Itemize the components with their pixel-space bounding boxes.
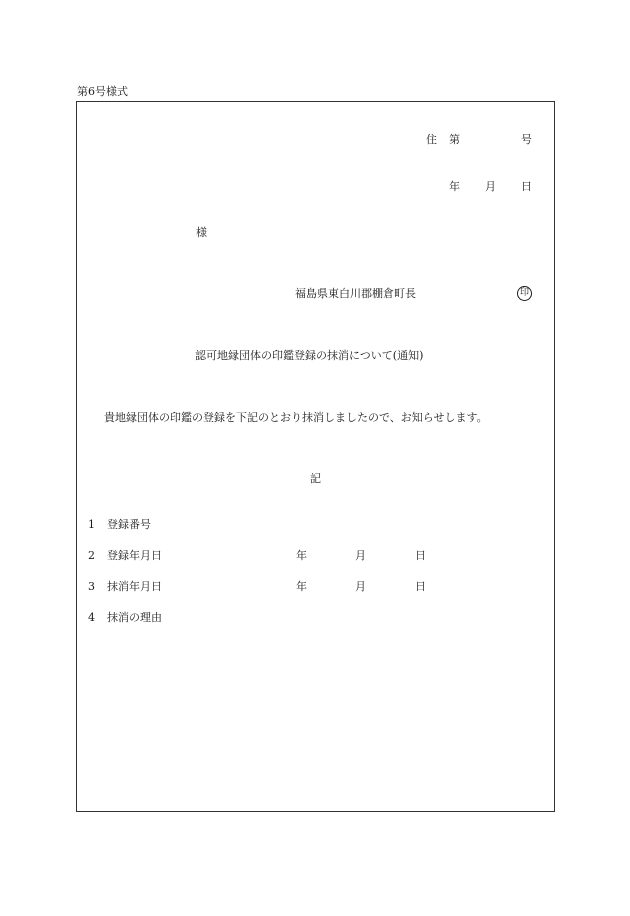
item-label-cancellation-reason: 抹消の理由 (107, 611, 162, 624)
number-suffix: 号 (521, 133, 532, 146)
item-number: 2 (88, 549, 95, 562)
seal-mark: 印 (517, 286, 532, 301)
sender-title: 福島県東白川郡棚倉町長 (295, 287, 416, 300)
date-year: 年 (449, 180, 460, 193)
item-year: 年 (296, 580, 307, 593)
item-month: 月 (355, 580, 366, 593)
address-prefix: 住 (426, 133, 437, 146)
item-label-registration-number: 登録番号 (107, 518, 151, 531)
number-prefix: 第 (449, 133, 460, 146)
item-day: 日 (415, 580, 426, 593)
item-day: 日 (415, 549, 426, 562)
recipient-honorific: 様 (196, 226, 207, 239)
date-month: 月 (485, 180, 496, 193)
item-year: 年 (296, 549, 307, 562)
item-label-registration-date: 登録年月日 (107, 549, 162, 562)
notes-heading: 記 (310, 472, 321, 485)
item-number: 4 (88, 611, 95, 624)
item-number: 3 (88, 580, 95, 593)
document-title: 認可地縁団体の印鑑登録の抹消について(通知) (195, 349, 424, 362)
item-month: 月 (355, 549, 366, 562)
document-body: 貴地縁団体の印鑑の登録を下記のとおり抹消しましたので、お知らせします。 (104, 411, 488, 424)
item-number: 1 (88, 518, 95, 531)
date-day: 日 (521, 180, 532, 193)
form-number-label: 第6号様式 (77, 85, 128, 98)
document-frame (76, 101, 555, 812)
item-label-cancellation-date: 抹消年月日 (107, 580, 162, 593)
